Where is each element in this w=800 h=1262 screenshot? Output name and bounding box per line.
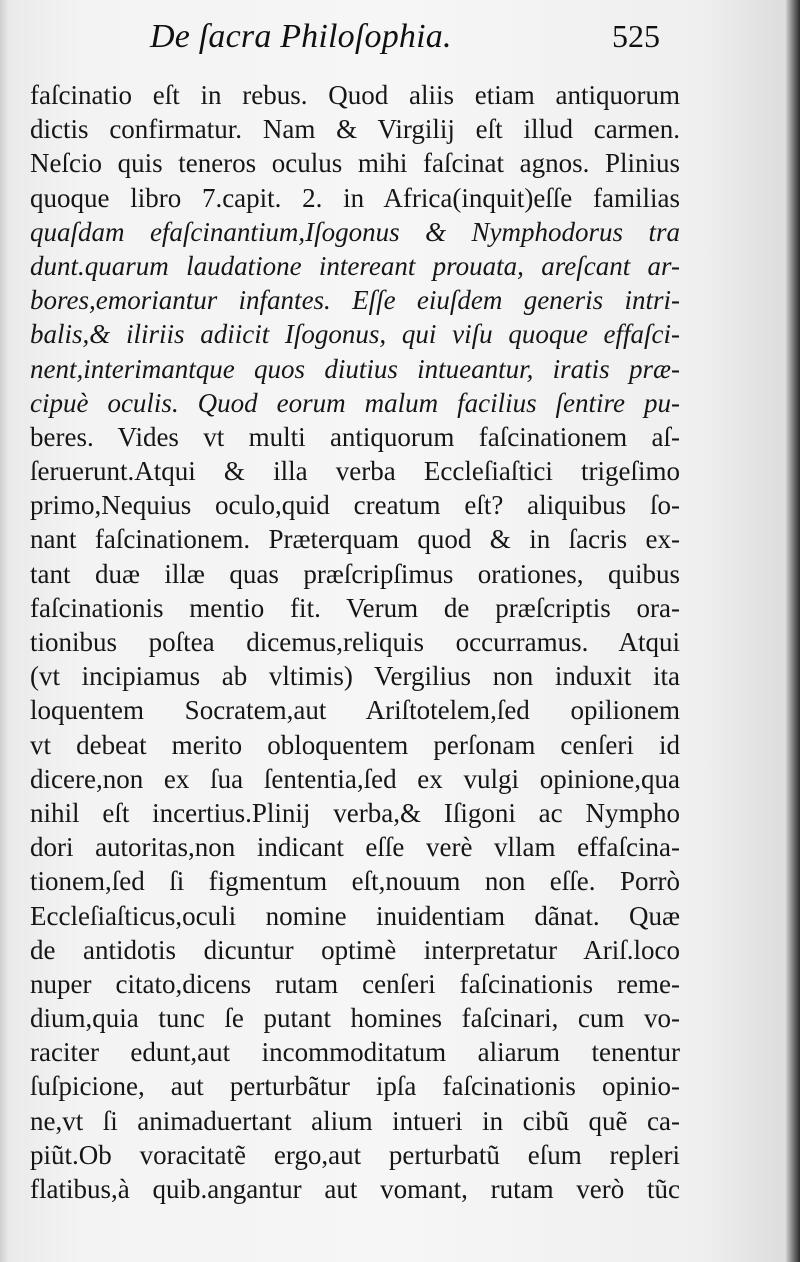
text-line: nuper citato,dicens rutam cenſeri faſcinationis reme- xyxy=(30,968,680,999)
text-line: tionem,ſed ſi figmentum eſt,nouum non eſſe. Porrò xyxy=(30,866,680,897)
text-line: flatibus,à quib.angantur aut vomant, rutam verò tũc xyxy=(30,1174,680,1204)
text-line: loquentem Socratem,aut Ariſtotelem,ſed opilionem xyxy=(30,695,680,726)
text-line: tant duæ illæ quas præſcripſimus orationes, quibus xyxy=(30,558,680,589)
text-line: piũt.Ob voracitatẽ ergo,aut perturbatũ eſum repleri xyxy=(30,1139,680,1170)
text-line: beres. Vides vt multi antiquorum faſcinationem aſ- xyxy=(30,421,680,452)
text-line: faſcinationis mentio fit. Verum de præſcriptis ora- xyxy=(30,592,680,623)
page-edge-shadow xyxy=(786,0,800,1262)
text-line: ſeruerunt.Atqui & illa verba Eccleſiaſtici trigeſimo xyxy=(30,456,680,487)
page-header xyxy=(150,18,660,68)
text-line: Eccleſiaſticus,oculi nomine inuidentiam dãnat. Quæ xyxy=(30,900,680,931)
running-title: De ſacra Philoſophia. xyxy=(150,18,452,55)
text-line: vt debeat merito obloquentem perſonam cenſeri id xyxy=(30,729,680,760)
text-line: quoque libro 7.capit. 2. in Africa(inquit)eſſe familias xyxy=(30,182,680,213)
body-text xyxy=(30,78,680,1206)
text-line: ſuſpicione, aut perturbãtur ipſa faſcinationis opinio- xyxy=(30,1071,680,1102)
text-line: quaſdam efaſcinantium,Iſogonus & Nymphodorus tra xyxy=(30,216,680,247)
page-gutter-shadow xyxy=(0,0,10,1262)
page-number: 525 xyxy=(612,18,660,54)
text-line: ne,vt ſi animaduertant alium intueri in cibũ quẽ ca- xyxy=(30,1105,680,1136)
text-line: nant faſcinationem. Præterquam quod & in ſacris ex- xyxy=(30,524,680,555)
text-line: balis,& iliriis adiicit Iſogonus, qui viſu quoque effaſci- xyxy=(30,319,680,350)
text-line: dium,quia tunc ſe putant homines faſcinari, cum vo- xyxy=(30,1003,680,1034)
text-line: cipuè oculis. Quod eorum malum facilius ſentire pu- xyxy=(30,387,680,418)
text-line: tionibus poſtea dicemus,reliquis occurramus. Atqui xyxy=(30,627,680,657)
text-line: (vt incipiamus ab vltimis) Vergilius non induxit ita xyxy=(30,661,680,692)
text-line: bores,emoriantur infantes. Eſſe eiuſdem generis intri- xyxy=(30,285,680,316)
text-line: de antidotis dicuntur optimè interpretatur Ariſ.loco xyxy=(30,934,680,965)
text-line: faſcinatio eſt in rebus. Quod aliis etiam antiquorum xyxy=(30,80,680,110)
text-line: nihil eſt incertius.Plinij verba,& Iſigoni ac Nympho xyxy=(30,797,680,828)
text-line: dictis confirmatur. Nam & Virgilij eſt illud carmen. xyxy=(30,114,680,145)
text-line: dunt.quarum laudatione intereant prouata, areſcant ar- xyxy=(30,250,680,281)
text-line: dori autoritas,non indicant eſſe verè vllam effaſcina- xyxy=(30,832,680,863)
text-line: primo,Nequius oculo,quid creatum eſt? aliquibus ſo- xyxy=(30,490,680,521)
text-line: raciter edunt,aut incommoditatum aliarum tenentur xyxy=(30,1037,680,1068)
text-line: Neſcio quis teneros oculus mihi faſcinat agnos. Plinius xyxy=(30,148,680,179)
text-line: nent,interimantque quos diutius intueantur, iratis præ- xyxy=(30,353,680,384)
text-line: dicere,non ex ſua ſententia,ſed ex vulgi opinione,qua xyxy=(30,763,680,794)
